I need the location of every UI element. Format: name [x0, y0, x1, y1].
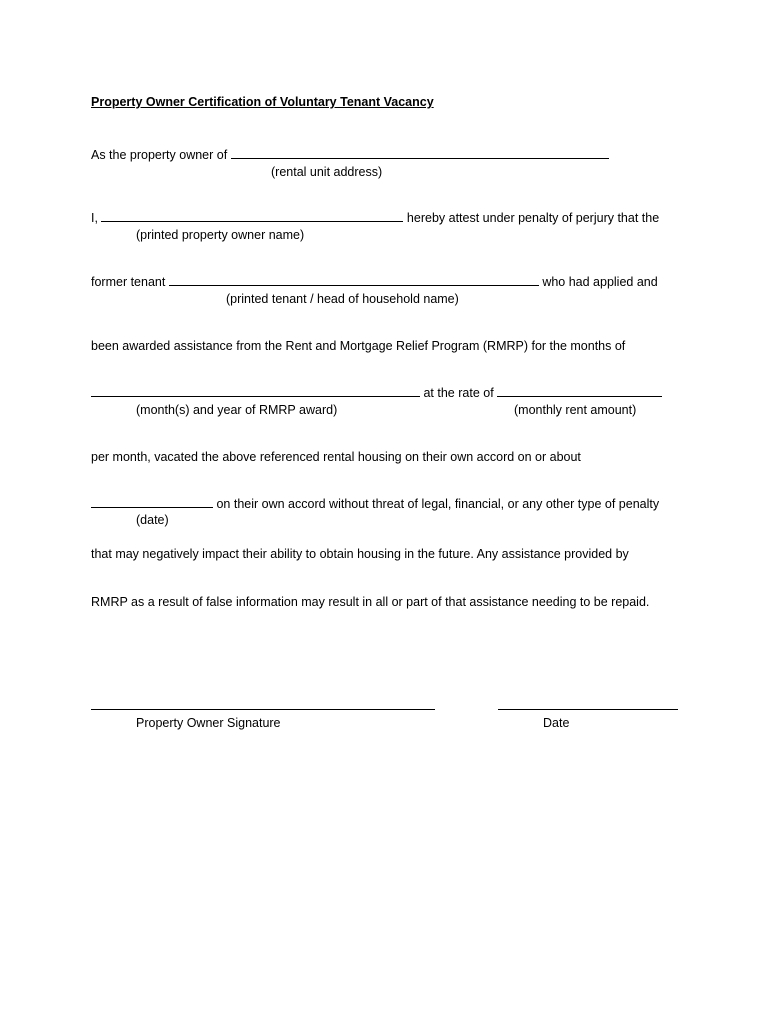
owner-name-caption: (printed property owner name) [136, 228, 305, 242]
rental-address-caption: (rental unit address) [271, 165, 383, 179]
award-months-line [91, 384, 662, 401]
owner-name-suffix: hereby attest under penalty of perjury that the [406, 211, 660, 225]
owner-name-field[interactable] [101, 209, 403, 222]
tenant-name-line [91, 273, 658, 290]
date-label: Date [543, 716, 570, 730]
rate-label: at the rate of [423, 386, 494, 400]
signature-line [91, 697, 435, 714]
paragraph-housing-impact: that may negatively impact their ability to obtain housing in the future. Any assistance provided by [91, 547, 629, 561]
monthly-rent-caption: (monthly rent amount) [514, 403, 637, 417]
paragraph-vacated: per month, vacated the above referenced rental housing on their own accord on or about [91, 450, 581, 464]
paragraph-repayment: RMRP as a result of false information may result in all or part of that assistance needing to be repaid. [91, 595, 650, 609]
rental-address-field[interactable] [231, 146, 609, 159]
tenant-name-prefix: former tenant [91, 275, 166, 289]
tenant-name-suffix: who had applied and [542, 275, 658, 289]
owner-name-prefix: I, [91, 211, 98, 225]
rental-address-prefix: As the property owner of [91, 148, 228, 162]
vacate-date-line [91, 495, 659, 512]
vacate-date-field[interactable] [91, 495, 213, 508]
document-title: Property Owner Certification of Voluntary Tenant Vacancy [91, 95, 434, 109]
paragraph-rmrp-award: been awarded assistance from the Rent and Mortgage Relief Program (RMRP) for the months of [91, 339, 626, 353]
signature-date-field[interactable] [498, 697, 678, 710]
monthly-rent-field[interactable] [497, 384, 662, 397]
owner-name-line [91, 209, 659, 226]
signature-field[interactable] [91, 697, 435, 710]
tenant-name-field[interactable] [169, 273, 539, 286]
rental-address-line [91, 146, 609, 163]
date-line [498, 697, 678, 714]
award-months-caption: (month(s) and year of RMRP award) [136, 403, 338, 417]
signature-label: Property Owner Signature [136, 716, 281, 730]
award-months-field[interactable] [91, 384, 420, 397]
tenant-name-caption: (printed tenant / head of household name) [226, 292, 459, 306]
vacate-date-caption: (date) [136, 513, 169, 527]
vacate-date-suffix: on their own accord without threat of legal, financial, or any other type of penalty [216, 497, 660, 511]
